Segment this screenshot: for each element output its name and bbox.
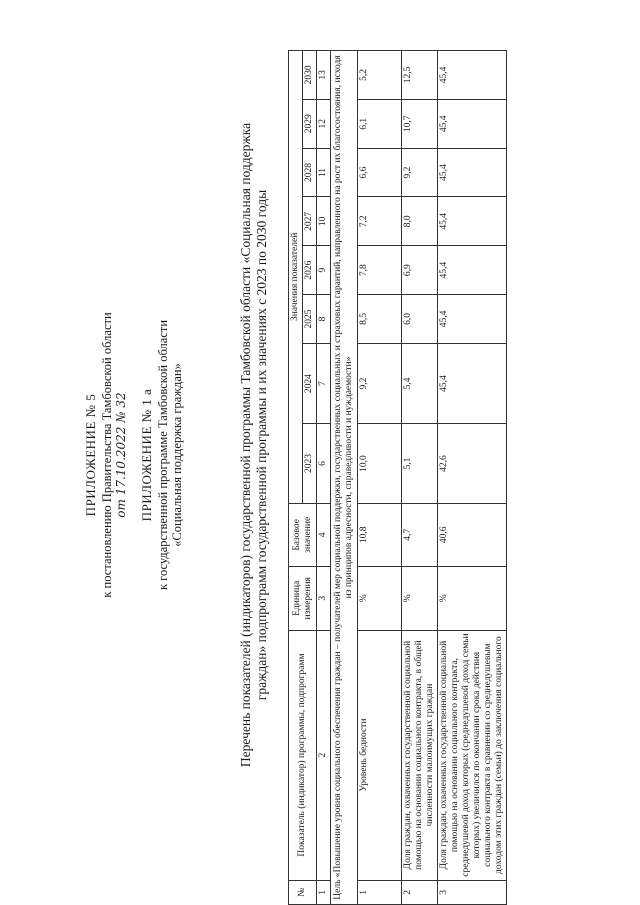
year-value: 7,8 xyxy=(358,246,402,295)
indicators-table xyxy=(288,50,507,905)
year-value: 9,2 xyxy=(358,343,402,424)
year-value: 8,5 xyxy=(358,295,402,344)
year-header: 2029 xyxy=(303,99,317,148)
row-number: 1 xyxy=(358,880,402,904)
row-number: 2 xyxy=(402,880,438,904)
table-row xyxy=(402,51,438,905)
goal-text: Цель «Повышение уровня социального обеспечения граждан – получателей мер социальной поддержки, государственных социальных и страховых гарантий, направленного на рост их благосостояния, исходя из принципов адресности, справедливости и нуждаемости» xyxy=(331,51,358,905)
index-cell: 1 xyxy=(317,880,331,904)
appendix-title: ПРИЛОЖЕНИЕ № 5 xyxy=(83,393,98,517)
index-cell: 9 xyxy=(317,246,331,295)
year-header: 2023 xyxy=(303,424,317,503)
appendix-subtitle: ПРИЛОЖЕНИЕ № 1 а xyxy=(139,388,154,522)
goal-row xyxy=(331,51,358,905)
index-cell: 11 xyxy=(317,148,331,197)
year-value: 6,0 xyxy=(402,295,438,344)
program-reference: к государственной программе Тамбовской области xyxy=(156,319,170,591)
title-line-2: граждан» подпрограмм государственной программы и их значениях с 2023 по 2030 годы xyxy=(254,189,269,701)
program-name: «Социальная поддержка граждан» xyxy=(170,363,184,547)
year-value: 5,4 xyxy=(402,343,438,424)
year-value: 45,4 xyxy=(438,295,507,344)
col-header-unit: Единица измерения xyxy=(289,567,317,630)
indicator-name: Доля граждан, охваченных государственной социальной помощью на основании социального контракта, в общей численности малоимущих граждан xyxy=(402,630,438,880)
index-cell: 8 xyxy=(317,295,331,344)
year-value: 45,4 xyxy=(438,246,507,295)
index-cell: 12 xyxy=(317,99,331,148)
indicator-name: Уровень бедности xyxy=(358,630,402,880)
row-number: 3 xyxy=(438,880,507,904)
document-title xyxy=(238,65,270,825)
col-header-num: № xyxy=(289,880,317,904)
year-value: 6,9 xyxy=(402,246,438,295)
year-value: 10,7 xyxy=(402,99,438,148)
col-header-base: Базовое значение xyxy=(289,503,317,566)
year-header: 2028 xyxy=(303,148,317,197)
index-cell: 13 xyxy=(317,51,331,100)
index-cell: 10 xyxy=(317,197,331,246)
col-header-name: Показатель (индикатор) программы, подпрограмм xyxy=(289,630,317,880)
index-cell: 3 xyxy=(317,567,331,630)
year-header: 2025 xyxy=(303,295,317,344)
base-value: 10,8 xyxy=(358,503,402,566)
year-value: 5,2 xyxy=(358,51,402,100)
year-header: 2026 xyxy=(303,246,317,295)
col-header-values: Значения показателей xyxy=(289,51,303,504)
year-value: 9,2 xyxy=(402,148,438,197)
table-row xyxy=(438,51,507,905)
table-row xyxy=(358,51,402,905)
year-value: 45,4 xyxy=(438,148,507,197)
title-line-1: Перечень показателей (индикаторов) государственной программы Тамбовской области «Социальная поддержка xyxy=(238,122,253,768)
year-value: 45,4 xyxy=(438,343,507,424)
year-value: 5,1 xyxy=(402,424,438,503)
year-header: 2024 xyxy=(303,343,317,424)
year-value: 45,4 xyxy=(438,51,507,100)
year-value: 45,4 xyxy=(438,99,507,148)
year-value: 42,6 xyxy=(438,424,507,503)
unit-cell: % xyxy=(358,567,402,630)
column-index-row xyxy=(317,51,331,905)
base-value: 4,7 xyxy=(402,503,438,566)
base-value: 40,6 xyxy=(438,503,507,566)
year-value: 12,5 xyxy=(402,51,438,100)
year-value: 8,0 xyxy=(402,197,438,246)
header-row xyxy=(289,51,303,905)
year-value: 45,4 xyxy=(438,197,507,246)
unit-cell: % xyxy=(402,567,438,630)
year-value: 6,1 xyxy=(358,99,402,148)
decree-reference: к постановлению Правительства Тамбовской области xyxy=(100,312,114,598)
index-cell: 6 xyxy=(317,424,331,503)
signature-line xyxy=(114,65,128,845)
year-value: 6,6 xyxy=(358,148,402,197)
unit-cell: % xyxy=(438,567,507,630)
year-value: 10,0 xyxy=(358,424,402,503)
handwritten-date-number: от 17.10.2022 № 32 xyxy=(114,392,128,518)
index-cell: 4 xyxy=(317,503,331,566)
index-cell: 7 xyxy=(317,343,331,424)
year-header: 2027 xyxy=(303,197,317,246)
index-cell: 2 xyxy=(317,630,331,880)
year-value: 7,2 xyxy=(358,197,402,246)
year-header: 2030 xyxy=(303,51,317,100)
indicator-name: Доля граждан, охваченных государственной социальной помощью на основании социального контракта, среднедушевой доход которых (среднедушевой доход семьи которых) увеличился по окончании срока действия социального контракта в сравнении со среднедушевым доходом этих граждан (семьи) до заключения социального xyxy=(438,630,507,880)
